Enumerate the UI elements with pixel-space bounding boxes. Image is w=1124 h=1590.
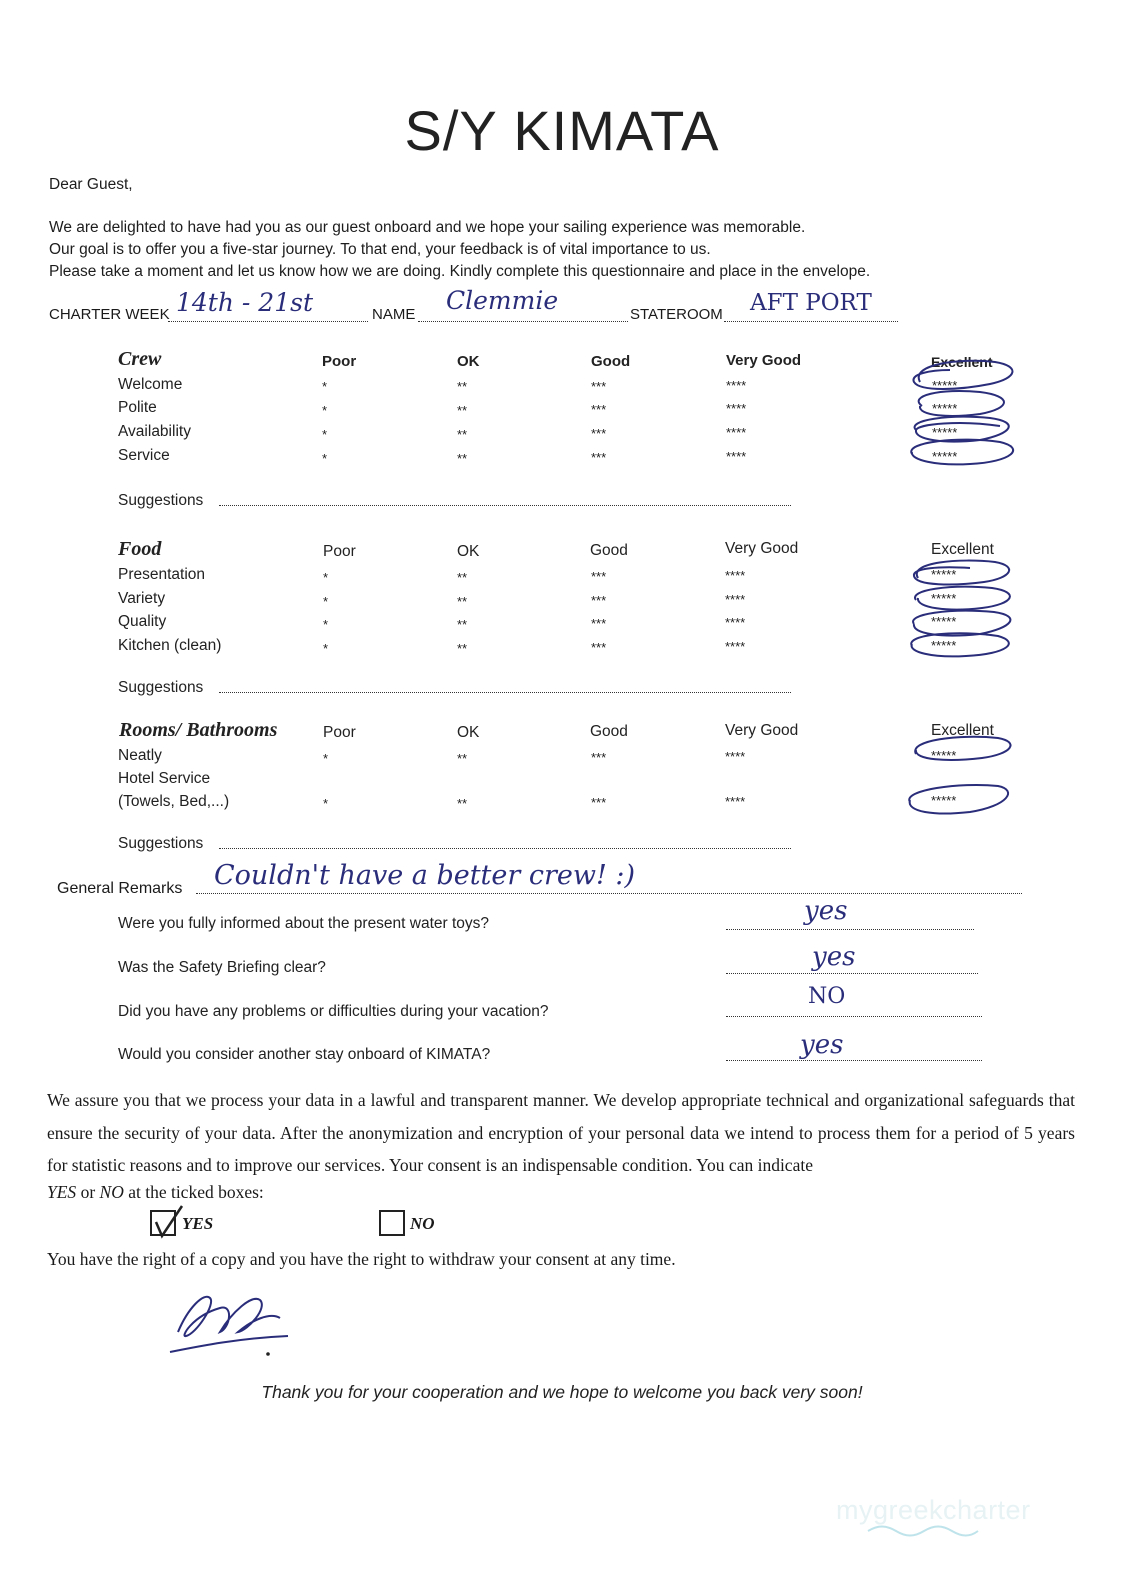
answer-water-toys[interactable]: yes [804, 896, 848, 926]
rooms-item-hotel-service-sub: (Towels, Bed,...) [118, 793, 230, 810]
star-very-good[interactable]: **** [726, 401, 747, 416]
star-ok[interactable]: ** [457, 427, 468, 442]
star-poor[interactable]: * [322, 427, 328, 442]
star-poor[interactable]: * [323, 570, 329, 585]
col-head-very-good: Very Good [726, 352, 802, 369]
general-remarks-label: General Remarks [57, 880, 183, 897]
star-very-good[interactable]: **** [725, 615, 746, 630]
star-good[interactable]: *** [591, 379, 607, 394]
answer-problems[interactable]: NO [808, 984, 846, 1009]
crew-item-service: Service [118, 447, 170, 464]
answer-safety-briefing[interactable]: yes [812, 942, 856, 972]
star-very-good[interactable]: **** [725, 749, 746, 764]
star-good[interactable]: *** [591, 569, 607, 584]
privacy-text: We assure you that we process your data in a lawful and transparent manner. We develop appropriate technical and organizational safeguards that ensure the security of your data. After the anonymization and encryption of your personal data we intend to process them for a period of 5 years for statistic reasons and to improve our services. Your consent is an indispensable condition. You can indicate [47, 1090, 1075, 1175]
crew-excellent-circles [900, 356, 1030, 470]
star-ok[interactable]: ** [457, 796, 468, 811]
rooms-item-hotel-service: Hotel Service [118, 770, 211, 787]
star-good[interactable]: *** [591, 795, 607, 810]
general-remarks-line [196, 893, 1022, 894]
star-excellent[interactable]: ***** [931, 748, 957, 763]
question-water-toys: Were you fully informed about the present water toys? [118, 915, 490, 932]
question-problems: Did you have any problems or difficulties during your vacation? [118, 1003, 549, 1020]
star-ok[interactable]: ** [457, 379, 468, 394]
consent-no-label: NO [410, 1214, 435, 1233]
star-poor[interactable]: * [323, 751, 329, 766]
star-ok[interactable]: ** [457, 403, 468, 418]
privacy-tail-rest: at the ticked boxes: [128, 1182, 264, 1202]
rights-statement: You have the right of a copy and you have the right to withdraw your consent at any time. [47, 1249, 676, 1269]
watermark-logo [836, 1495, 1031, 1526]
star-excellent[interactable]: ***** [932, 401, 958, 416]
stateroom-label: STATEROOM [630, 306, 723, 323]
rooms-suggestions-label: Suggestions [118, 835, 204, 852]
star-excellent[interactable]: ***** [932, 378, 958, 393]
col-head-ok: OK [457, 724, 480, 741]
charter-week-value[interactable]: 14th - 21st [176, 288, 313, 317]
wave-icon [868, 1524, 978, 1538]
food-excellent-circles [900, 548, 1030, 662]
rooms-item-neatly: Neatly [118, 747, 162, 764]
star-very-good[interactable]: **** [725, 794, 746, 809]
closing-message: Thank you for your cooperation and we hope to welcome you back very soon! [261, 1382, 863, 1402]
greeting: Dear Guest, [49, 176, 133, 193]
privacy-tail [47, 1182, 264, 1203]
guest-signature [160, 1288, 300, 1368]
col-head-good: Good [591, 353, 631, 370]
crew-suggestions-label: Suggestions [118, 492, 204, 509]
food-item-presentation: Presentation [118, 566, 206, 583]
col-head-ok: OK [457, 543, 480, 560]
star-very-good[interactable]: **** [726, 425, 747, 440]
stateroom-line [724, 321, 898, 322]
star-ok[interactable]: ** [457, 641, 468, 656]
star-good[interactable]: *** [591, 426, 607, 441]
col-head-good: Good [590, 723, 628, 740]
food-suggestions-label: Suggestions [118, 679, 204, 696]
star-excellent[interactable]: ***** [932, 425, 958, 440]
privacy-yes-word: YES [47, 1182, 77, 1202]
star-good[interactable]: *** [591, 640, 607, 655]
star-poor[interactable]: * [322, 379, 328, 394]
stateroom-value[interactable]: AFT PORT [750, 290, 872, 316]
charter-week-label: CHARTER WEEK [49, 306, 170, 323]
name-line [418, 321, 628, 322]
name-label: NAME [372, 306, 416, 323]
col-head-good: Good [590, 542, 628, 559]
star-good[interactable]: *** [591, 450, 607, 465]
star-poor[interactable]: * [323, 617, 329, 632]
star-excellent[interactable]: ***** [931, 567, 957, 582]
answer-line [726, 973, 978, 974]
col-head-poor: Poor [322, 353, 357, 370]
privacy-no-word: NO [99, 1182, 124, 1202]
star-excellent[interactable]: ***** [932, 449, 958, 464]
star-excellent[interactable]: ***** [931, 591, 957, 606]
col-head-ok: OK [457, 353, 480, 370]
rooms-excellent-circles [900, 720, 1030, 820]
food-item-kitchen: Kitchen (clean) [118, 637, 222, 654]
star-very-good[interactable]: **** [725, 592, 746, 607]
star-very-good[interactable]: **** [726, 449, 747, 464]
col-head-very-good: Very Good [725, 722, 799, 739]
section-title-crew: Crew [118, 348, 162, 370]
intro-line-2: Our goal is to offer you a five-star journey. To that end, your feedback is of vital importance to us. [49, 241, 711, 258]
answer-line [726, 929, 974, 930]
star-good[interactable]: *** [591, 593, 607, 608]
star-very-good[interactable]: **** [725, 568, 746, 583]
section-title-food: Food [118, 538, 162, 560]
food-item-variety: Variety [118, 590, 166, 607]
col-head-excellent: Excellent [931, 541, 994, 558]
star-poor[interactable]: * [323, 594, 329, 609]
col-head-poor: Poor [323, 543, 356, 560]
charter-week-line [168, 321, 368, 322]
star-excellent[interactable]: ***** [931, 793, 957, 808]
intro-line-3: Please take a moment and let us know how we are doing. Kindly complete this questionnaire and place in the envelope. [49, 263, 871, 280]
crew-suggestions-field[interactable] [219, 505, 791, 506]
star-excellent[interactable]: ***** [931, 614, 957, 629]
question-another-stay: Would you consider another stay onboard of KIMATA? [118, 1046, 491, 1063]
star-ok[interactable]: ** [457, 617, 468, 632]
star-poor[interactable]: * [322, 403, 328, 418]
general-remarks-value[interactable]: Couldn't have a better crew! :) [214, 860, 636, 891]
star-ok[interactable]: ** [457, 751, 468, 766]
intro-line-1: We are delighted to have had you as our guest onboard and we hope your sailing experience was memorable. [49, 219, 806, 236]
star-poor[interactable]: * [322, 451, 328, 466]
crew-item-availability: Availability [118, 423, 191, 440]
col-head-poor: Poor [323, 724, 356, 741]
section-title-rooms: Rooms/ Bathrooms [119, 719, 278, 741]
star-very-good[interactable]: **** [726, 378, 747, 393]
crew-item-welcome: Welcome [118, 376, 183, 393]
col-head-excellent: Excellent [931, 354, 993, 370]
star-good[interactable]: *** [591, 750, 607, 765]
star-good[interactable]: *** [591, 616, 607, 631]
star-poor[interactable]: * [323, 641, 329, 656]
star-ok[interactable]: ** [457, 594, 468, 609]
privacy-paragraph [47, 1084, 1075, 1182]
food-item-quality: Quality [118, 613, 167, 630]
watermark-text: mygreekcharter [836, 1495, 1031, 1525]
star-very-good[interactable]: **** [725, 639, 746, 654]
privacy-or-word: or [80, 1182, 96, 1202]
answer-line [726, 1016, 982, 1017]
star-good[interactable]: *** [591, 402, 607, 417]
consent-no-checkbox[interactable] [379, 1210, 405, 1236]
col-head-excellent: Excellent [931, 722, 994, 739]
star-ok[interactable]: ** [457, 451, 468, 466]
consent-yes-label: YES [182, 1214, 214, 1233]
crew-item-polite: Polite [118, 399, 157, 416]
document-title: S/Y KIMATA [404, 99, 720, 162]
rooms-suggestions-field[interactable] [219, 848, 791, 849]
col-head-very-good: Very Good [725, 540, 799, 557]
question-safety-briefing: Was the Safety Briefing clear? [118, 959, 326, 976]
star-ok[interactable]: ** [457, 570, 468, 585]
star-excellent[interactable]: ***** [931, 638, 957, 653]
name-value[interactable]: Clemmie [446, 286, 559, 315]
star-poor[interactable]: * [323, 796, 329, 811]
answer-another-stay[interactable]: yes [800, 1030, 844, 1060]
food-suggestions-field[interactable] [219, 692, 791, 693]
answer-line [726, 1060, 982, 1061]
